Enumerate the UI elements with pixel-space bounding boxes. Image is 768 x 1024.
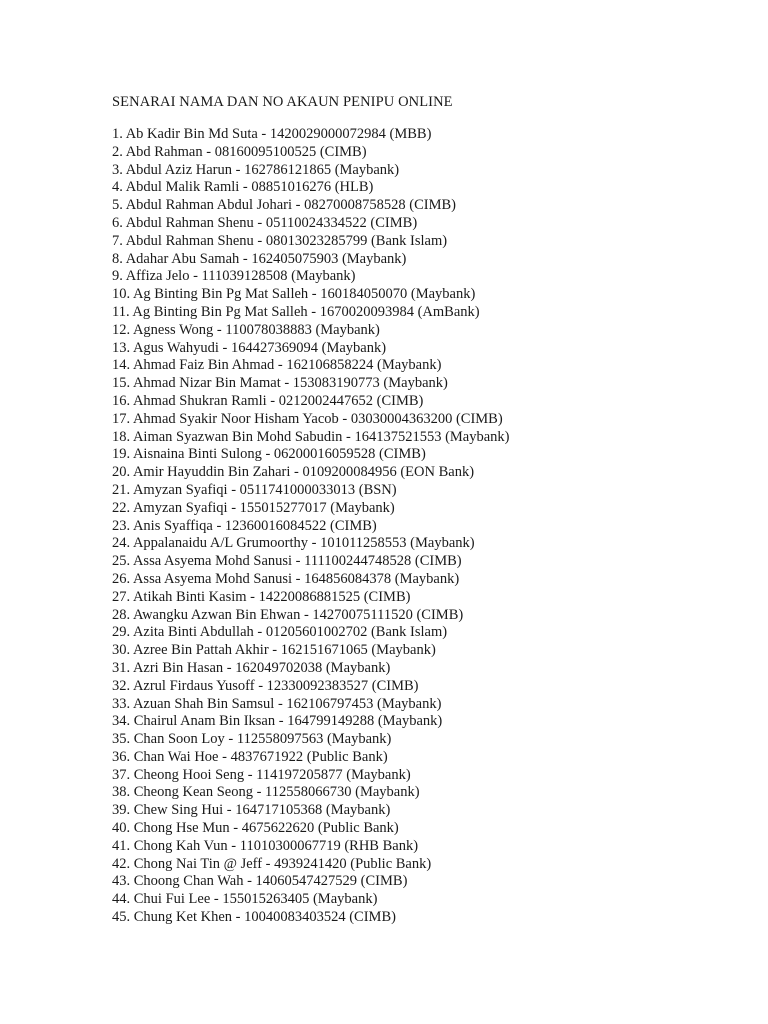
- list-item: 38. Cheong Kean Seong - 112558066730 (Maybank): [112, 784, 420, 801]
- list-item: 24. Appalanaidu A/L Grumoorthy - 101011258553 (Maybank): [112, 535, 475, 552]
- list-item: 10. Ag Binting Bin Pg Mat Salleh - 160184050070 (Maybank): [112, 286, 476, 303]
- list-item: 29. Azita Binti Abdullah - 01205601002702 (Bank Islam): [112, 624, 448, 641]
- list-item: 34. Chairul Anam Bin Iksan - 164799149288 (Maybank): [112, 713, 443, 730]
- list-item: 27. Atikah Binti Kasim - 14220086881525 (CIMB): [112, 588, 411, 605]
- list-item: 36. Chan Wai Hoe - 4837671922 (Public Bank): [112, 748, 388, 765]
- list-item: 20. Amir Hayuddin Bin Zahari - 0109200084956 (EON Bank): [112, 464, 475, 481]
- list-item: 11. Ag Binting Bin Pg Mat Salleh - 1670020093984 (AmBank): [112, 303, 480, 320]
- list-item: 4. Abdul Malik Ramli - 08851016276 (HLB): [112, 179, 374, 196]
- list-item: 21. Amyzan Syafiqi - 0511741000033013 (BSN): [112, 481, 397, 498]
- list-item: 39. Chew Sing Hui - 164717105368 (Maybank): [112, 802, 391, 819]
- list-item: 19. Aisnaina Binti Sulong - 06200016059528 (CIMB): [112, 446, 426, 463]
- document-page: [112, 92, 732, 927]
- list-item: 31. Azri Bin Hasan - 162049702038 (Maybank): [112, 659, 391, 676]
- list-item: 15. Ahmad Nizar Bin Mamat - 153083190773 (Maybank): [112, 375, 448, 392]
- list-item: 28. Awangku Azwan Bin Ehwan - 14270075111520 (CIMB): [112, 606, 464, 623]
- list-item: 2. Abd Rahman - 08160095100525 (CIMB): [112, 143, 367, 160]
- list-item: 23. Anis Syaffiqa - 12360016084522 (CIMB): [112, 517, 377, 534]
- list-item: 43. Choong Chan Wah - 14060547427529 (CIMB): [112, 873, 408, 890]
- list-item: 13. Agus Wahyudi - 164427369094 (Maybank): [112, 339, 387, 356]
- list-item: 1. Ab Kadir Bin Md Suta - 1420029000072984 (MBB): [112, 126, 432, 142]
- list-item: 41. Chong Kah Vun - 11010300067719 (RHB Bank): [112, 837, 419, 854]
- list-item: 8. Adahar Abu Samah - 162405075903 (Maybank): [112, 250, 407, 267]
- list-item: 30. Azree Bin Pattah Akhir - 162151671065 (Maybank): [112, 642, 436, 659]
- list-item: 17. Ahmad Syakir Noor Hisham Yacob - 03030004363200 (CIMB): [112, 410, 503, 427]
- list-item: 3. Abdul Aziz Harun - 162786121865 (Maybank): [112, 161, 400, 178]
- list-item: 33. Azuan Shah Bin Samsul - 162106797453 (Maybank): [112, 695, 442, 712]
- list-item: 37. Cheong Hooi Seng - 114197205877 (Maybank): [112, 766, 411, 783]
- list-item: 22. Amyzan Syafiqi - 155015277017 (Maybank): [112, 499, 395, 516]
- list-item: 14. Ahmad Faiz Bin Ahmad - 162106858224 (Maybank): [112, 357, 442, 374]
- list-item: 35. Chan Soon Loy - 112558097563 (Maybank): [112, 731, 392, 748]
- list-item: 25. Assa Asyema Mohd Sanusi - 111100244748528 (CIMB): [112, 553, 462, 570]
- list-item: 26. Assa Asyema Mohd Sanusi - 164856084378 (Maybank): [112, 570, 460, 587]
- list-item: 5. Abdul Rahman Abdul Johari - 08270008758528 (CIMB): [112, 197, 456, 214]
- list-item: 42. Chong Nai Tin @ Jeff - 4939241420 (Public Bank): [112, 855, 432, 872]
- list-item: 44. Chui Fui Lee - 155015263405 (Maybank): [112, 891, 378, 908]
- list-item: 32. Azrul Firdaus Yusoff - 12330092383527 (CIMB): [112, 677, 419, 694]
- list-item: 9. Affiza Jelo - 111039128508 (Maybank): [112, 268, 356, 285]
- list-item: 18. Aiman Syazwan Bin Mohd Sabudin - 164137521553 (Maybank): [112, 428, 510, 445]
- account-list: [112, 126, 732, 927]
- list-item: 45. Chung Ket Khen - 10040083403524 (CIMB): [112, 909, 396, 926]
- document-title: SENARAI NAMA DAN NO AKAUN PENIPU ONLINE: [112, 94, 453, 110]
- list-item: 6. Abdul Rahman Shenu - 05110024334522 (CIMB): [112, 214, 418, 231]
- list-item: 12. Agness Wong - 110078038883 (Maybank): [112, 321, 380, 338]
- list-item: 16. Ahmad Shukran Ramli - 0212002447652 (CIMB): [112, 392, 424, 409]
- list-item: 7. Abdul Rahman Shenu - 08013023285799 (Bank Islam): [112, 232, 448, 249]
- list-item: 40. Chong Hse Mun - 4675622620 (Public Bank): [112, 820, 399, 837]
